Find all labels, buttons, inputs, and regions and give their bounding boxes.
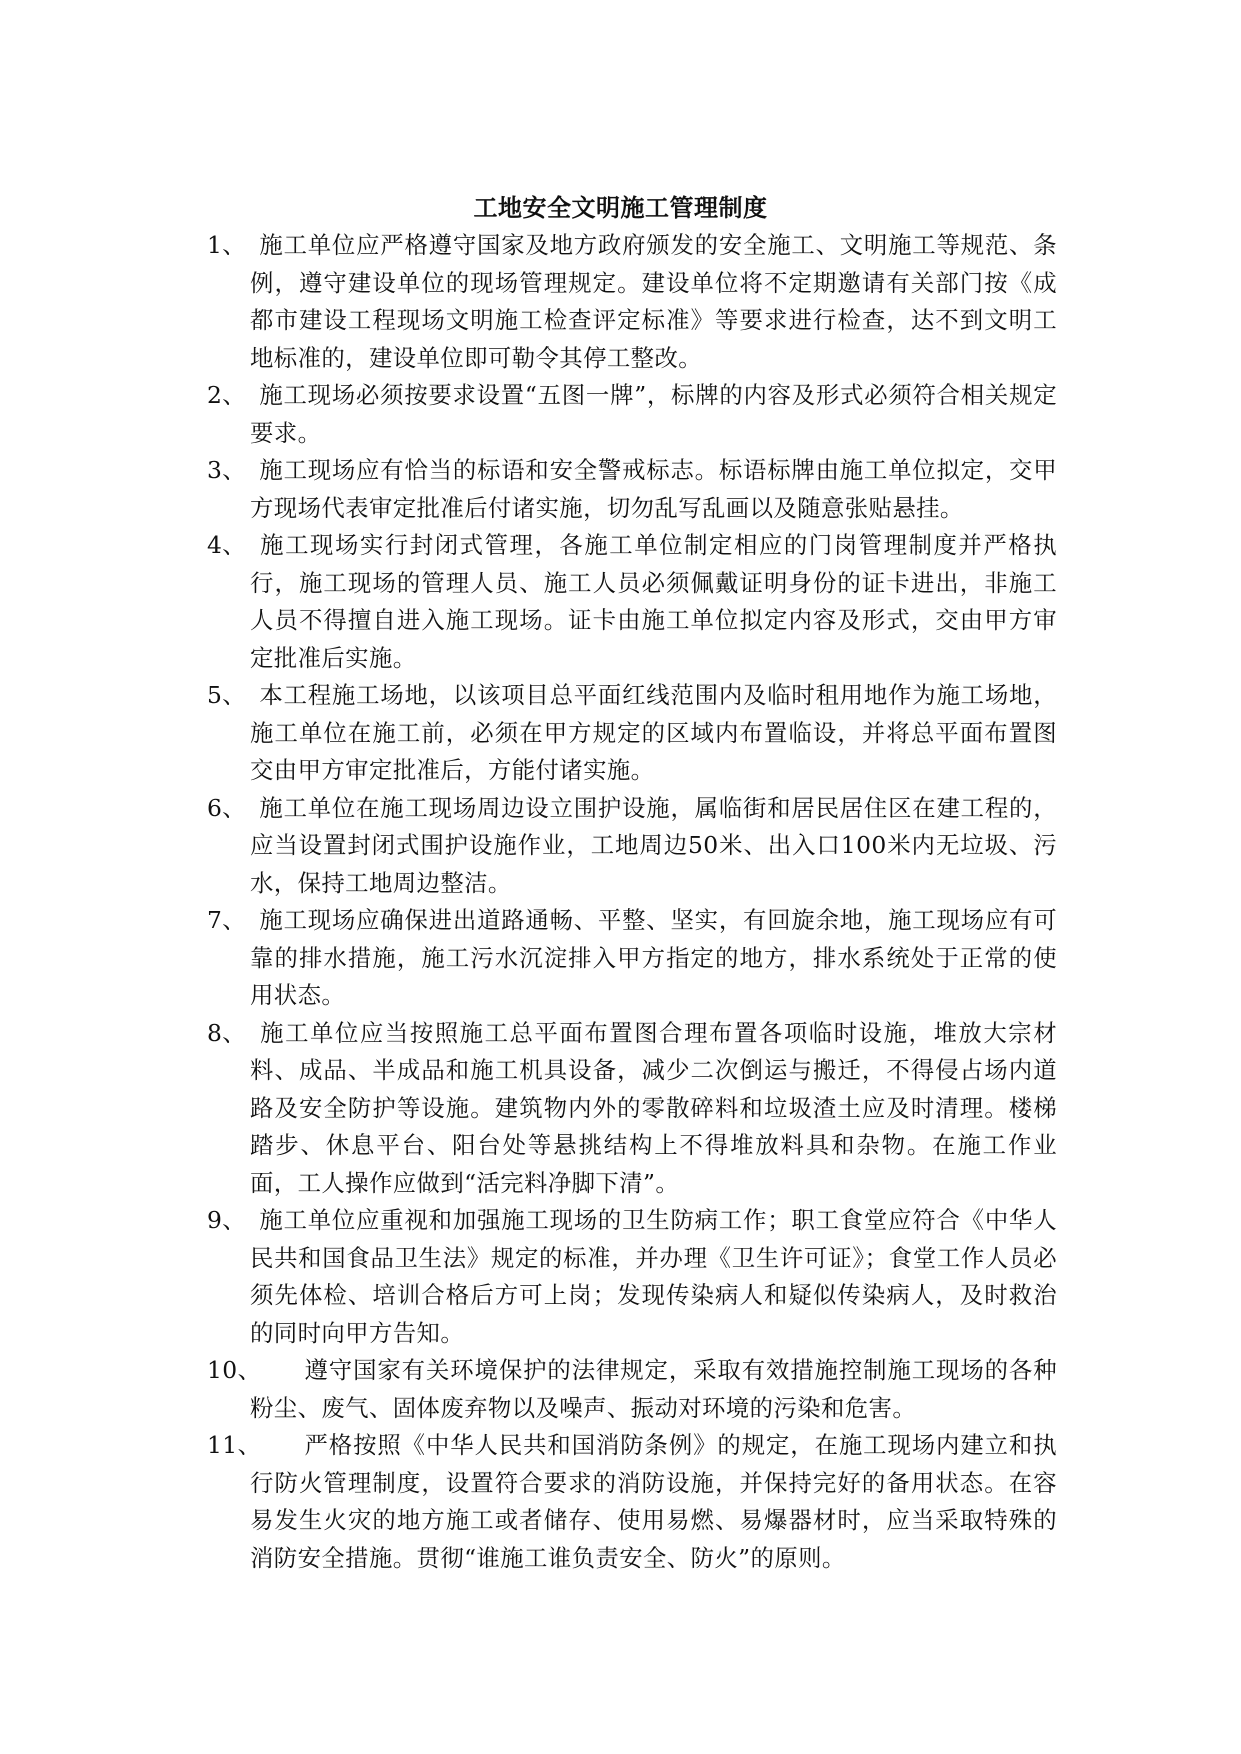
clause-text: 施工单位在施工现场周边设立围护设施，属临街和居民居住区在建工程的，应当设置封闭式围护设施作业，工地周边50米、出入口100米内无垃圾、污水，保持工地周边整洁。 <box>250 793 1057 897</box>
clause-item <box>207 790 1057 903</box>
clause-text: 施工单位应当按照施工总平面布置图合理布置各项临时设施，堆放大宗材料、成品、半成品和施工机具设备，减少二次倒运与搬迁，不得侵占场内道路及安全防护等设施。建筑物内外的零散碎料和垃圾渣土应及时清理。楼梯踏步、休息平台、阳台处等悬挑结构上不得堆放料具和杂物。在施工作业面，工人操作应做到“活完料净脚下清”。 <box>250 1018 1057 1197</box>
clause-list <box>207 227 1057 1577</box>
clause-item <box>207 1352 1057 1427</box>
clause-number: 5、 <box>207 681 247 709</box>
clause-item <box>207 1202 1057 1352</box>
clause-text: 遵守国家有关环境保护的法律规定，采取有效措施控制施工现场的各种粉尘、废气、固体废弃物以及噪声、振动对环境的污染和危害。 <box>250 1356 1057 1422</box>
clause-text: 施工单位应严格遵守国家及地方政府颁发的安全施工、文明施工等规范、条例，遵守建设单位的现场管理规定。建设单位将不定期邀请有关部门按《成都市建设工程现场文明施工检查评定标准》等要求进行检查，达不到文明工地标准的，建设单位即可勒令其停工整改。 <box>250 231 1057 372</box>
clause-text: 本工程施工场地，以该项目总平面红线范围内及临时租用地作为施工场地，施工单位在施工前，必须在甲方规定的区域内布置临设，并将总平面布置图交由甲方审定批准后，方能付诸实施。 <box>250 681 1057 784</box>
clause-item <box>207 1015 1057 1203</box>
clause-number: 4、 <box>207 531 247 559</box>
clause-number: 11、 <box>207 1431 262 1459</box>
clause-item <box>207 677 1057 790</box>
clause-number: 7、 <box>207 906 247 934</box>
document-title: 工地安全文明施工管理制度 <box>473 193 768 222</box>
clause-item <box>207 227 1057 377</box>
clause-text: 施工单位应重视和加强施工现场的卫生防病工作；职工食堂应符合《中华人民共和国食品卫生法》规定的标准，并办理《卫生许可证》；食堂工作人员必须先体检、培训合格后方可上岗；发现传染病人和疑似传染病人，及时救治的同时向甲方告知。 <box>250 1206 1057 1347</box>
clause-item <box>207 1427 1057 1577</box>
clause-text: 施工现场实行封闭式管理，各施工单位制定相应的门岗管理制度并严格执行，施工现场的管理人员、施工人员必须佩戴证明身份的证卡进出，非施工人员不得擅自进入施工现场。证卡由施工单位拟定内容及形式，交由甲方审定批准后实施。 <box>250 531 1057 672</box>
clause-text: 施工现场必须按要求设置“五图一牌”，标牌的内容及形式必须符合相关规定要求。 <box>250 381 1057 447</box>
clause-text: 施工现场应有恰当的标语和安全警戒标志。标语标牌由施工单位拟定，交甲方现场代表审定批准后付诸实施，切勿乱写乱画以及随意张贴悬挂。 <box>250 456 1057 522</box>
clause-number: 2、 <box>207 381 247 409</box>
clause-number: 8、 <box>207 1018 247 1047</box>
clause-item <box>207 377 1057 452</box>
clause-number: 6、 <box>207 793 247 822</box>
clause-item <box>207 452 1057 527</box>
clause-item <box>207 902 1057 1015</box>
clause-text: 施工现场应确保进出道路通畅、平整、坚实，有回旋余地，施工现场应有可靠的排水措施，施工污水沉淀排入甲方指定的地方，排水系统处于正常的使用状态。 <box>250 906 1057 1009</box>
clause-number: 10、 <box>207 1356 262 1384</box>
clause-text: 严格按照《中华人民共和国消防条例》的规定，在施工现场内建立和执行防火管理制度，设置符合要求的消防设施，并保持完好的备用状态。在容易发生火灾的地方施工或者储存、使用易燃、易爆器材时，应当采取特殊的消防安全措施。贯彻“谁施工谁负责安全、防火”的原则。 <box>250 1431 1057 1572</box>
clause-number: 3、 <box>207 456 247 484</box>
clause-number: 9、 <box>207 1206 247 1234</box>
clause-number: 1、 <box>207 231 247 259</box>
clause-item <box>207 527 1057 677</box>
